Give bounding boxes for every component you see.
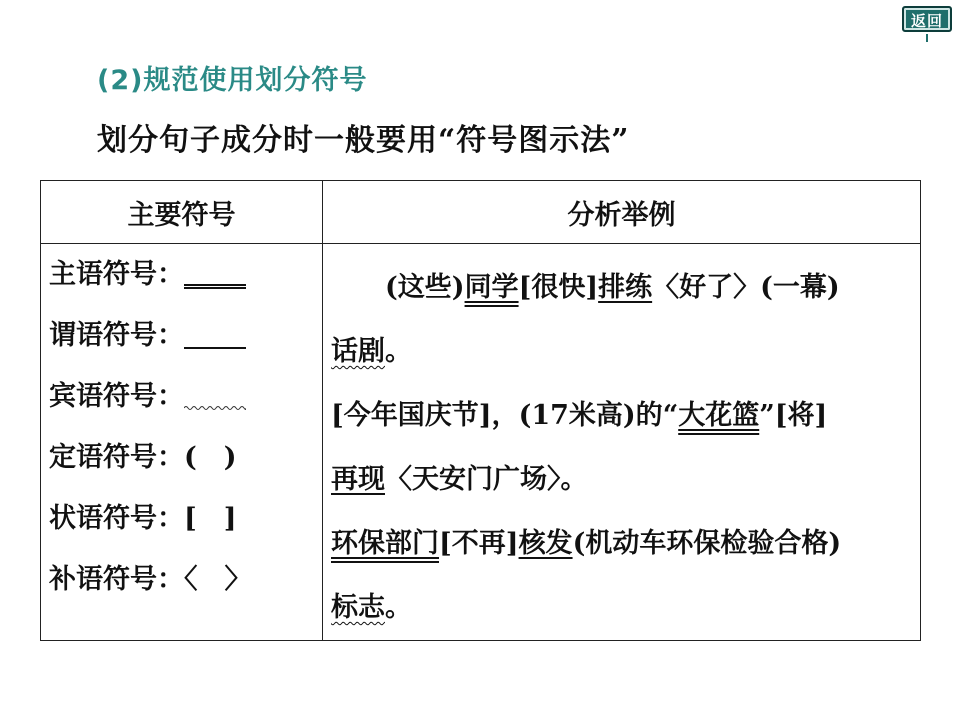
ex2-attr: (17米高)的 xyxy=(518,400,663,431)
subtitle: 划分句子成分时一般要用“符号图示法” xyxy=(97,123,630,158)
complement-symbol-row xyxy=(49,555,322,616)
adverbial-symbol-mark: [ ] xyxy=(184,503,237,534)
ex1-predicate: 排练 xyxy=(598,272,653,303)
example1-line1 xyxy=(331,256,910,320)
symbols-cell xyxy=(41,244,323,641)
single-underline-mark xyxy=(184,322,246,352)
ex3-subject: 环保部门 xyxy=(331,528,439,559)
adverbial-symbol-row xyxy=(49,494,322,555)
subject-symbol-label: 主语符号： xyxy=(49,259,184,290)
grammar-symbol-table xyxy=(40,180,921,641)
subject-symbol-row xyxy=(49,250,322,311)
ex2-predicate: 再现 xyxy=(331,464,385,495)
back-button-stem xyxy=(926,34,928,42)
ex1-attr2: (一幕) xyxy=(760,272,840,303)
attributive-symbol-mark: ( ) xyxy=(184,442,237,473)
ex1-object: 话剧 xyxy=(331,336,385,367)
back-button[interactable] xyxy=(902,6,952,32)
predicate-symbol-row xyxy=(49,311,322,372)
ex2-end: 。 xyxy=(560,464,588,495)
double-underline-mark xyxy=(184,261,246,291)
example2-line1 xyxy=(331,384,910,448)
ex2-adverbial2: [将] xyxy=(774,400,828,431)
example3-line2 xyxy=(331,576,910,640)
ex3-end: 。 xyxy=(385,592,412,623)
header-main-symbols: 主要符号 xyxy=(41,181,323,244)
table-header-row xyxy=(41,181,921,244)
example3-line1 xyxy=(331,512,910,576)
ex3-attr: (机动车环保检验合格) xyxy=(572,528,842,559)
complement-symbol-label: 补语符号： xyxy=(49,564,184,595)
attributive-symbol-row xyxy=(49,433,322,494)
ex2-adverbial1: [今年国庆节]， xyxy=(331,400,519,431)
ex3-object: 标志 xyxy=(331,592,385,623)
ex1-complement: 〈好了〉 xyxy=(652,272,761,303)
object-symbol-row xyxy=(49,372,322,433)
section-title: (2)规范使用划分符号 xyxy=(97,65,368,96)
example2-line2 xyxy=(331,448,910,512)
ex3-adverbial: [不再] xyxy=(439,528,519,559)
attributive-symbol-label: 定语符号： xyxy=(49,442,184,473)
adverbial-symbol-label: 状语符号： xyxy=(49,503,184,534)
header-analysis-examples: 分析举例 xyxy=(323,181,921,244)
ex1-attr1: (这些) xyxy=(385,272,465,303)
ex1-subject: 同学 xyxy=(464,272,519,303)
table-body-row xyxy=(41,244,921,641)
complement-symbol-mark: 〈 〉 xyxy=(184,564,252,595)
ex2-quote-close: ” xyxy=(759,400,775,431)
predicate-symbol-label: 谓语符号： xyxy=(49,320,184,351)
ex1-adverbial: [很快] xyxy=(518,272,599,303)
ex1-end: 。 xyxy=(385,336,412,367)
example1-line2 xyxy=(331,320,910,384)
ex2-quote-open: “ xyxy=(662,400,679,431)
ex3-predicate: 核发 xyxy=(518,528,573,559)
wavy-underline-mark xyxy=(184,383,246,413)
ex2-complement: 〈天安门广场〉 xyxy=(385,464,561,495)
ex2-subject: 大花篮 xyxy=(678,400,760,431)
examples-cell xyxy=(323,244,921,641)
back-button-label: 返回 xyxy=(910,12,943,30)
object-symbol-label: 宾语符号： xyxy=(49,381,184,412)
